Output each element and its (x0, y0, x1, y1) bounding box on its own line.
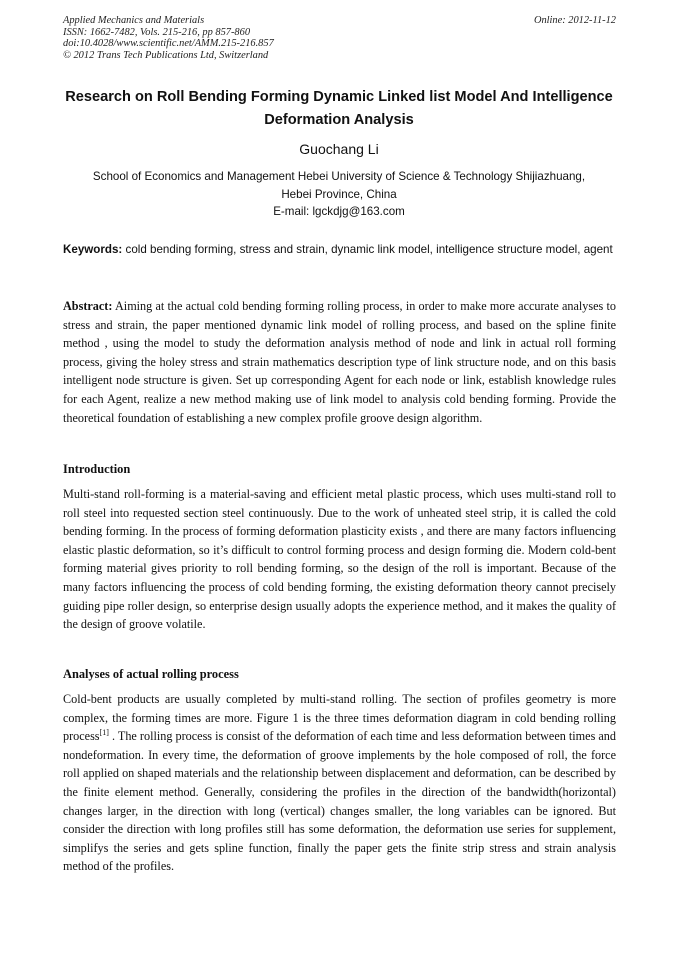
copyright-line: © 2012 Trans Tech Publications Ltd, Switzerland (63, 49, 269, 61)
abstract-label: Abstract: (63, 299, 113, 313)
keywords-text: cold bending forming, stress and strain, dynamic link model, intelligence structure model, agent (125, 243, 613, 256)
author-email[interactable]: E-mail: lgckdjg@163.com (273, 205, 405, 218)
affiliation-line-2: Hebei Province, China (281, 187, 397, 201)
online-date: Online: 2012-11-12 (533, 15, 616, 26)
keywords (63, 241, 616, 259)
journal-header (63, 15, 616, 61)
abstract (63, 297, 616, 427)
paper-title: Research on Roll Bending Forming Dynamic Linked list Model And Intelligence Deformation Analysis (65, 89, 613, 128)
section-heading-rolling-process: Analyses of actual rolling process (63, 667, 239, 681)
introduction-paragraph: Multi-stand roll-forming is a material-saving and efficient metal plastic process, which uses multi-stand roll to roll steel into requested section steel continuously. Due to the work of unheated steel strip, it is called the cold bending forming. In the process of forming deformation plasticity exists , and there are many factors influencing elastic plastic deformation, so it’s difficult to control forming process and design forming die. Modern cold-bent forming material gives priority to roll bending forming, so the design of the roll is important. Because of the many factors influencing the process of cold bending forming, the existing deformation theory cannot precisely guiding pipe roller design, so enterprise design usually adopts the experience method, and it makes the quality of the design of groove volatile. (63, 487, 616, 632)
affiliation-line-1: School of Economics and Management Hebei University of Science & Technology Shijiazhuang, (92, 170, 586, 183)
doi-line: doi:10.4028/www.scientific.net/AMM.215-216.857 (63, 38, 274, 50)
keywords-label: Keywords: (63, 243, 123, 256)
issn-line: ISSN: 1662-7482, Vols. 215-216, pp 857-860 (63, 26, 251, 38)
citation-reference[interactable]: [1] (99, 728, 109, 738)
rolling-process-paragraph (63, 690, 616, 876)
affiliation (60, 168, 618, 221)
section-heading-introduction: Introduction (63, 462, 131, 476)
journal-name: Applied Mechanics and Materials (63, 15, 205, 26)
paragraph-text-part-2: . The rolling process is consist of the deformation of each time and less deformation between times and nondeformation. In every time, the deformation of groove implements by the hole composed of roll, the force roll applied on shaped materials and the relationship between displacement and deformation, can be described by the finite element method. Generally, considering the profiles in the direction of the bandwidth(horizontal) changes larger, in the direction with long (vertical) changes smaller, the long variables can be ignored. But consider the direction with long profiles still has some deformation, the deformation use series for supplement, simplifys the series and gets spline function, finally the paper gets the finite strip stress and strain analysis method of the profiles. (63, 729, 616, 874)
paragraph-text-part-1: Cold-bent products are usually completed by multi-stand rolling. The section of profiles geometry is more complex, the forming times are more. Figure 1 is the three times deformation diagram in cold bending rolling process (63, 692, 616, 744)
author-name: Guochang Li (299, 141, 379, 157)
abstract-text: Aiming at the actual cold bending forming rolling process, in order to make more accurate analyses to stress and strain, the paper mentioned dynamic link model of rolling process, and based on the spline finite method , using the model to study the deformation analysis method of node and link in actual roll forming process, giving the holey stress and strain mathematics description type of link structure node, and on this basis intelligent node structure is given. Set up corresponding Agent for each node or link, establish knowledge rules for each Agent, realize a new method making use of link model to analysis cold bending forming. Provide the theoretical foundation of establishing a new complex profile groove design algorithm. (63, 299, 616, 425)
